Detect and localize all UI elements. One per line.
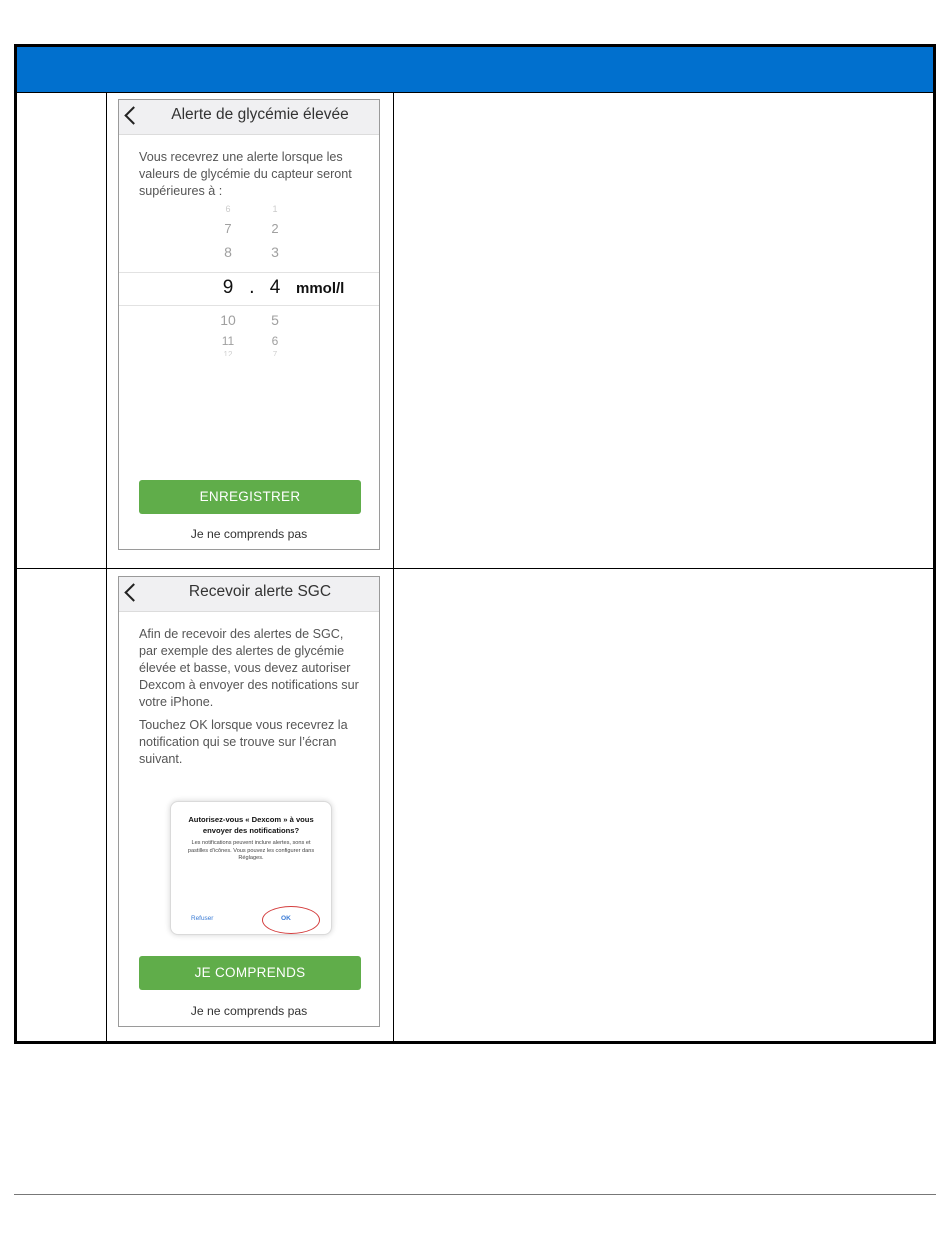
picker-whole: 11 [221, 334, 235, 348]
selected-whole-value: 9 [222, 277, 234, 298]
deny-button[interactable]: Refuser [191, 915, 214, 922]
picker-selected-row[interactable] [119, 272, 379, 306]
picker-decimal: 6 [271, 334, 279, 348]
chevron-left-icon [124, 583, 142, 601]
nav-bar [119, 577, 379, 612]
notification-permission-dialog [170, 801, 332, 935]
screenshot-high-alert [118, 99, 380, 550]
dont-understand-link[interactable]: Je ne comprends pas [190, 527, 308, 541]
picker-whole: 10 [220, 312, 236, 328]
back-button[interactable] [119, 100, 145, 134]
alert-description: Afin de recevoir des alertes de SGC, par exemple des alertes de glycémie élevée et basse, vous devez autoriser Dexcom à envoyer des notifications sur votre iPhone. [139, 627, 359, 709]
selected-decimal-value: 4 [269, 277, 281, 298]
screen-title: Alerte de glycémie élevée [171, 106, 349, 123]
picker-row[interactable] [119, 244, 379, 266]
picker-decimal: 1 [272, 204, 278, 214]
picker-row[interactable] [119, 350, 379, 356]
dialog-message: Les notifications peuvent inclure alertes, sons et pastilles d’icônes. Vous pouvez les configurer dans Réglages. [187, 840, 315, 861]
row-divider [17, 568, 933, 569]
chevron-left-icon [124, 106, 142, 124]
picker-decimal: 7 [272, 350, 278, 356]
understand-button[interactable]: JE COMPRENDS [139, 956, 361, 990]
dont-understand-link[interactable]: Je ne comprends pas [190, 1004, 308, 1018]
nav-bar [119, 100, 379, 135]
glucose-picker[interactable] [119, 204, 379, 354]
table-header-row [17, 47, 933, 92]
picker-decimal: 2 [271, 221, 279, 236]
picker-decimal: 3 [271, 244, 279, 260]
instruction-text: Touchez OK lorsque vous recevrez la notification qui se trouve sur l’écran suivant. [139, 718, 348, 766]
column-divider [393, 92, 394, 1044]
picker-whole: 7 [224, 221, 232, 236]
screenshot-receive-alert [118, 576, 380, 1027]
ok-button[interactable]: OK [281, 915, 291, 922]
picker-row[interactable] [119, 221, 379, 243]
footer-rule [14, 1194, 936, 1195]
picker-whole: 12 [223, 350, 233, 356]
picker-whole: 8 [224, 244, 232, 260]
highlight-circle [262, 906, 320, 934]
picker-whole: 6 [225, 204, 231, 214]
unit-label: mmol/l [296, 280, 345, 297]
save-button[interactable]: ENREGISTRER [139, 480, 361, 514]
alert-description: Vous recevrez une alerte lorsque les valeurs de glycémie du capteur seront supérieures à : [139, 150, 352, 198]
picker-row[interactable] [119, 312, 379, 334]
back-button[interactable] [119, 577, 145, 611]
dialog-title: Autorisez-vous « Dexcom » à vous envoyer des notifications? [188, 815, 314, 835]
decimal-separator: . [249, 277, 255, 298]
row-divider [17, 92, 933, 93]
screen-title: Recevoir alerte SGC [188, 583, 332, 600]
column-divider [106, 92, 107, 1044]
picker-decimal: 5 [271, 312, 279, 328]
